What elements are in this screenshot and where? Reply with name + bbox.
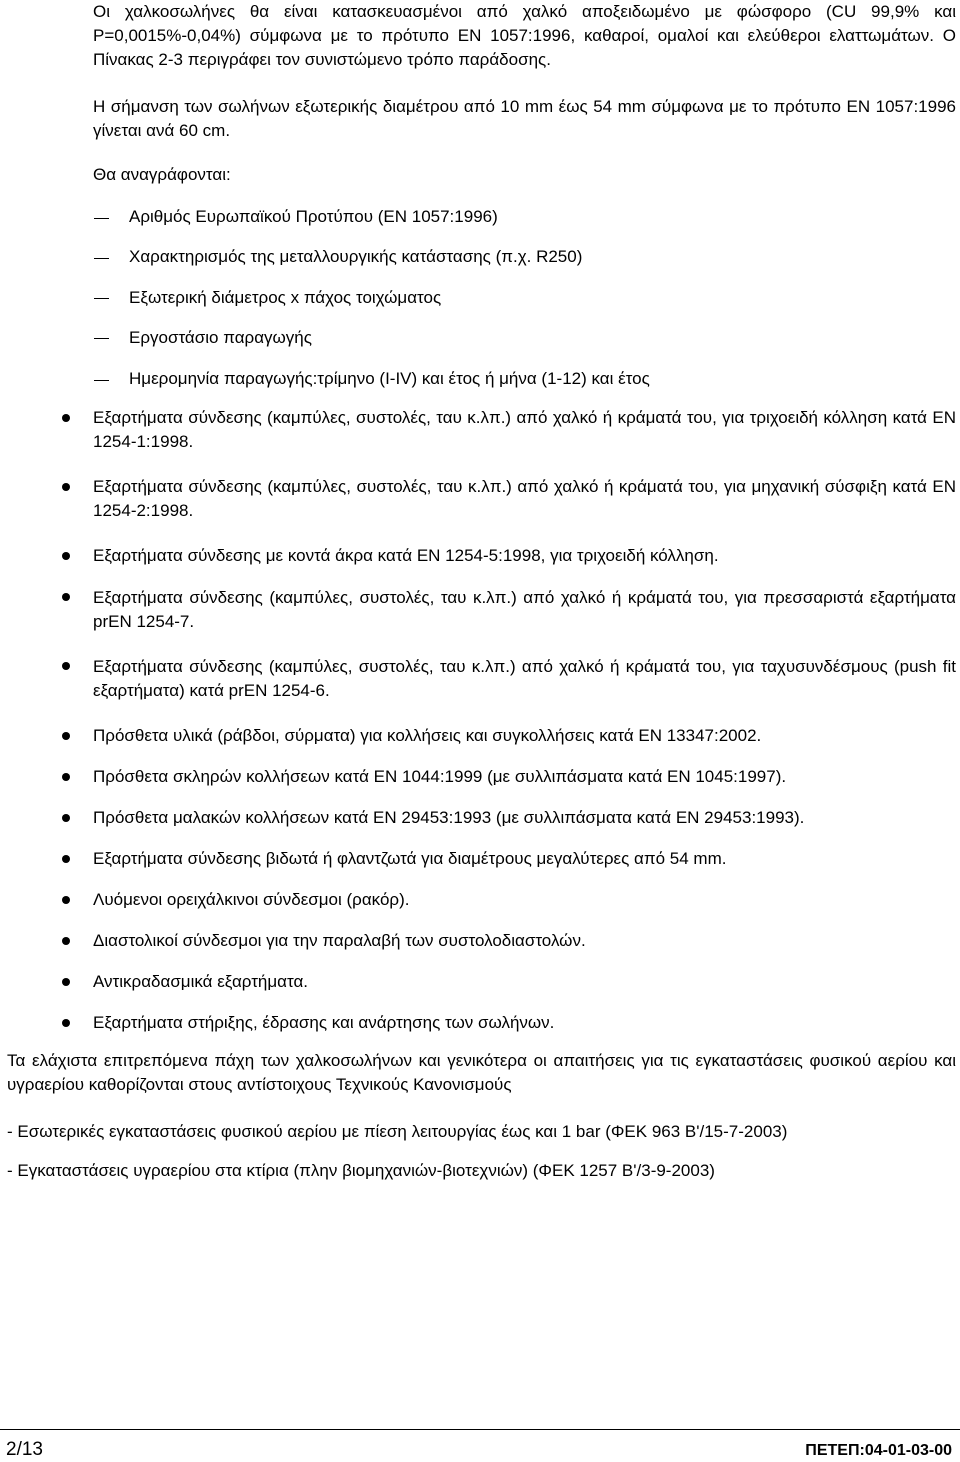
dash-marker-icon — [94, 298, 109, 299]
list-item-text: Πρόσθετα μαλακών κολλήσεων κατά EN 29453:1993 (με συλλιπάσματα κατά EN 29453:1993). — [93, 808, 805, 827]
bullet-icon — [62, 978, 70, 986]
list-item-text: Αντικραδασμικά εξαρτήματα. — [93, 972, 309, 991]
list-item-text: Εξαρτήματα σύνδεσης (καμπύλες, συστολές, ταυ κ.λπ.) από χαλκό ή κράματά του, για τριχοειδή κόλληση κατά EN 1254-1:1998. — [93, 408, 956, 451]
marking-item-text: Εξωτερική διάμετρος x πάχος τοιχώματος — [129, 288, 442, 307]
list-item-text: Εξαρτήματα σύνδεσης βιδωτά ή φλαντζωτά για διαμέτρους μεγαλύτερες από 54 mm. — [93, 849, 727, 868]
list-item-text: Εξαρτήματα σύνδεσης (καμπύλες, συστολές, ταυ κ.λπ.) από χαλκό ή κράματά του, για μηχανική σύσφιξη κατά EN 1254-2:1998. — [93, 477, 956, 520]
bullet-icon — [62, 814, 70, 822]
list-item-text: Εξαρτήματα σύνδεσης (καμπύλες, συστολές, ταυ κ.λπ.) από χαλκό ή κράματά του, για ταχυσυνδέσμους (push fit εξαρτήματα) κατά prEN 1254-6. — [93, 657, 956, 700]
bullet-icon — [62, 414, 70, 422]
marking-item-text: Ημερομηνία παραγωγής:τρίμηνο (I-IV) και έτος ή μήνα (1-12) και έτος — [129, 369, 650, 388]
list-item-text: Εξαρτήματα στήριξης, έδρασης και ανάρτησης των σωλήνων. — [93, 1013, 555, 1032]
document-code: ΠΕΤΕΠ:04-01-03-00 — [805, 1442, 952, 1459]
bullet-icon — [62, 732, 70, 740]
closing-line-2: - Εγκαταστάσεις υγραερίου στα κτίρια (πλην βιομηχανιών-βιοτεχνιών) (ΦΕΚ 1257 Β'/3-9-2003) — [7, 1161, 715, 1180]
bullet-icon — [62, 896, 70, 904]
footer-divider — [0, 1429, 960, 1430]
intro-paragraph-1: Οι χαλκοσωλήνες θα είναι κατασκευασμένοι από χαλκό αποξειδωμένο με φώσφορο (CU 99,9% και P=0,0015%-0,04%) σύμφωνα με το πρότυπο EN 1057:1996, καθαροί, ομαλοί και ελεύθεροι ελαττωμάτων. Ο Πίνακας 2-3 περιγράφει τον συνιστώμενο τρόπο παράδοσης. — [93, 2, 956, 69]
marking-item-text: Αριθμός Ευρωπαϊκού Προτύπου (EN 1057:1996) — [129, 207, 498, 226]
list-item-text: Εξαρτήματα σύνδεσης (καμπύλες, συστολές, ταυ κ.λπ.) από χαλκό ή κράματά του, για πρεσσαριστά εξαρτήματα prEN 1254-7. — [93, 588, 956, 631]
dash-marker-icon — [94, 258, 109, 259]
bullet-icon — [62, 552, 70, 560]
list-item-text: Λυόμενοι ορειχάλκινοι σύνδεσμοι (ρακόρ). — [93, 890, 410, 909]
list-item-text: Εξαρτήματα σύνδεσης με κοντά άκρα κατά EN 1254-5:1998, για τριχοειδή κόλληση. — [93, 546, 719, 565]
bullet-icon — [62, 773, 70, 781]
page-number: 2/13 — [6, 1439, 43, 1460]
marking-item-text: Εργοστάσιο παραγωγής — [129, 328, 312, 347]
dash-marker-icon — [94, 218, 109, 219]
bullet-icon — [62, 662, 70, 670]
dash-marker-icon — [94, 380, 109, 381]
closing-line-1: - Εσωτερικές εγκαταστάσεις φυσικού αερίου με πίεση λειτουργίας έως και 1 bar (ΦΕΚ 963 Β'/15-7-2003) — [7, 1122, 788, 1141]
marking-item-text: Χαρακτηρισμός της μεταλλουργικής κατάστασης (π.χ. R250) — [129, 247, 583, 266]
bullet-icon — [62, 937, 70, 945]
bullet-icon — [62, 855, 70, 863]
list-item-text: Πρόσθετα σκληρών κολλήσεων κατά EN 1044:1999 (με συλλιπάσματα κατά EN 1045:1997). — [93, 767, 787, 786]
closing-paragraph: Τα ελάχιστα επιτρεπόμενα πάχη των χαλκοσωλήνων και γενικότερα οι απαιτήσεις για τις εγκαταστάσεις φυσικού αερίου και υγραερίου καθορίζονται στους αντίστοιχους Τεχνικούς Κανονισμούς — [7, 1051, 956, 1094]
bullet-icon — [62, 593, 70, 601]
list-item-text: Διαστολικοί σύνδεσμοι για την παραλαβή των συστολοδιαστολών. — [93, 931, 586, 950]
marking-heading: Θα αναγράφονται: — [93, 165, 231, 184]
bullet-icon — [62, 1019, 70, 1027]
list-item-text: Πρόσθετα υλικά (ράβδοι, σύρματα) για κολλήσεις και συγκολλήσεις κατά EN 13347:2002. — [93, 726, 762, 745]
dash-marker-icon — [94, 338, 109, 339]
bullet-icon — [62, 483, 70, 491]
intro-paragraph-2: Η σήμανση των σωλήνων εξωτερικής διαμέτρου από 10 mm έως 54 mm σύμφωνα με το πρότυπο EN 1057:1996 γίνεται ανά 60 cm. — [93, 97, 956, 140]
